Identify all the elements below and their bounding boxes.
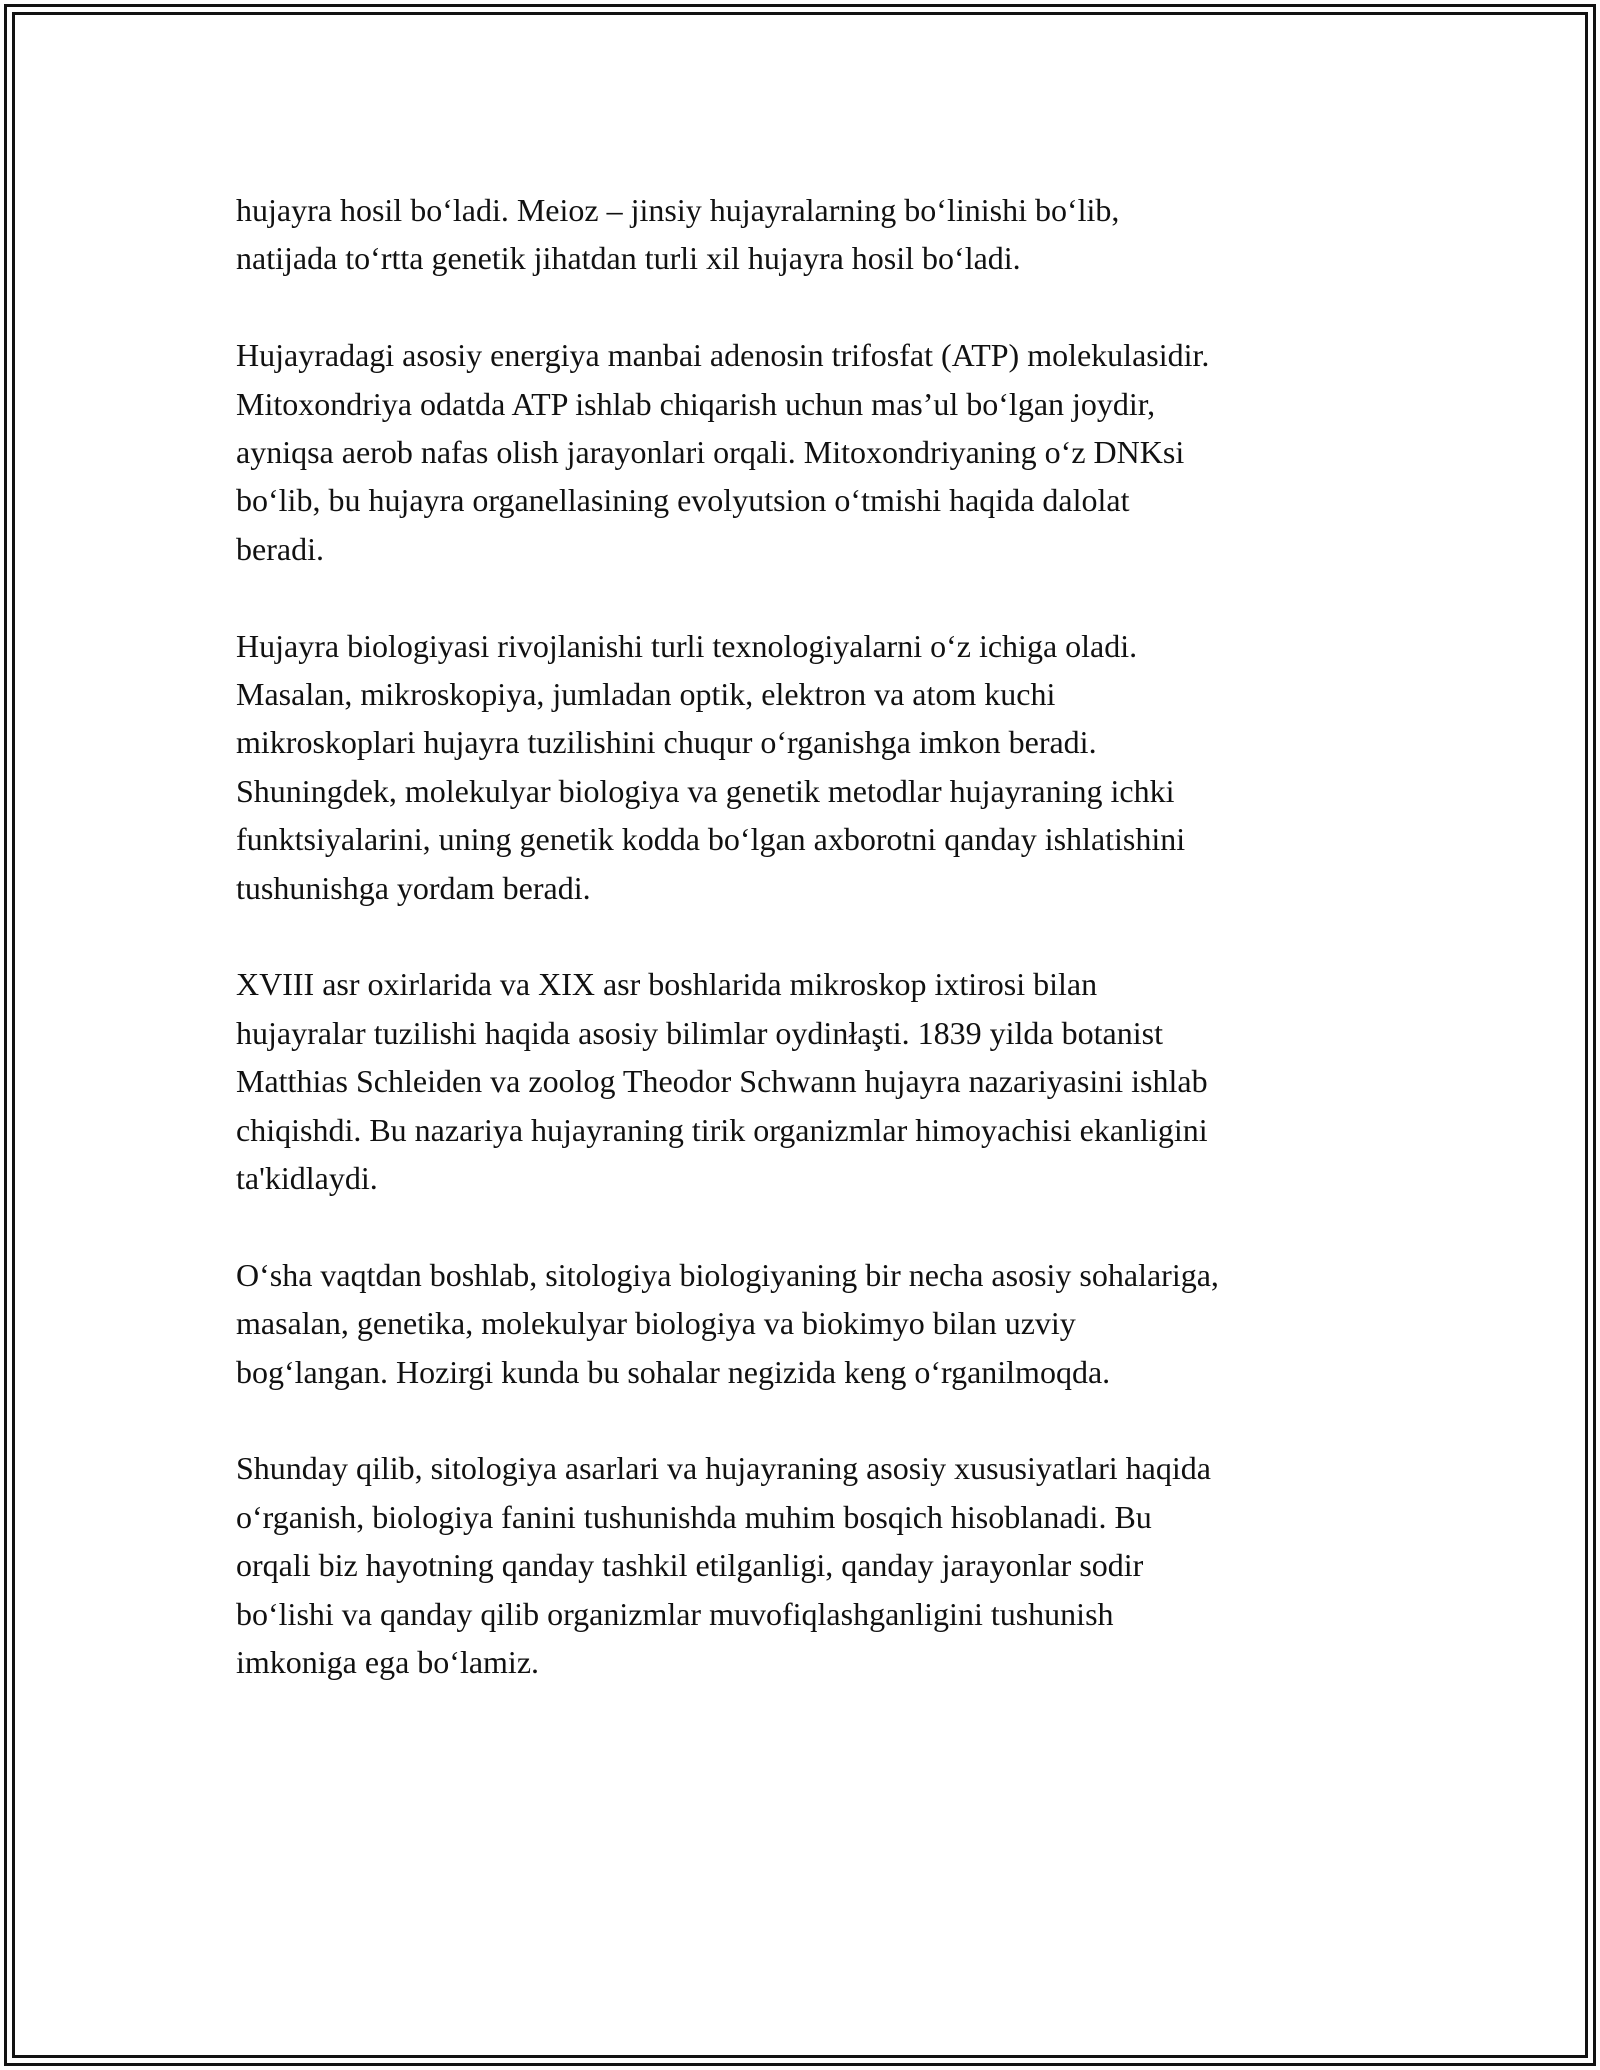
paragraph-meiosis (236, 186, 1386, 283)
paragraph-history (236, 960, 1386, 1202)
document-body (236, 186, 1386, 1735)
text-line: Matthias Schleiden va zoolog Theodor Schwann hujayra nazariyasini ishlab (236, 1063, 1208, 1100)
paragraph-technologies (236, 622, 1386, 912)
text-line: orqali biz hayotning qanday tashkil etilganligi, qanday jarayonlar sodir (236, 1547, 1144, 1584)
text-line: Shuningdek, molekulyar biologiya va genetik metodlar hujayraning ichki (236, 772, 1175, 809)
text-line: XVIII asr oxirlarida va XIX asr boshlarida mikroskop ixtirosi bilan (236, 966, 1098, 1003)
text-line: bo‘lib, bu hujayra organellasining evolyutsion o‘tmishi haqida dalolat (236, 482, 1130, 519)
text-line: funktsiyalarini, uning genetik kodda bo‘lgan axborotni qanday ishlatishini (236, 821, 1186, 858)
paragraph-conclusion (236, 1444, 1386, 1686)
text-line: bo‘lishi va qanday qilib organizmlar muvofiqlashganligini tushunish (236, 1595, 1114, 1632)
text-line: Hujayradagi asosiy energiya manbai adenosin trifosfat (ATP) molekulasidir. (236, 337, 1210, 374)
text-line: hujayra hosil bo‘ladi. Meioz – jinsiy hujayralarning bo‘linishi bo‘lib, (236, 192, 1120, 228)
text-line: Shunday qilib, sitologiya asarlari va hujayraning asosiy xususiyatlari haqida (236, 1450, 1211, 1487)
text-line: natijada to‘rtta genetik jihatdan turli xil hujayra hosil bo‘ladi. (236, 240, 1021, 277)
text-line: tushunishga yordam beradi. (236, 869, 591, 906)
text-line: hujayralar tuzilishi haqida asosiy bilimlar oydinłaşti. 1839 yilda botanist (236, 1014, 1163, 1051)
text-line: masalan, genetika, molekulyar biologiya va biokimyo bilan uzviy (236, 1305, 1076, 1342)
text-line: mikroskoplari hujayra tuzilishini chuqur o‘rganishga imkon beradi. (236, 724, 1097, 761)
paragraph-cytology-fields (236, 1251, 1386, 1396)
paragraph-atp (236, 331, 1386, 573)
text-line: chiqishdi. Bu nazariya hujayraning tirik organizmlar himoyachisi ekanligini (236, 1111, 1208, 1148)
text-line: beradi. (236, 530, 324, 567)
text-line: Masalan, mikroskopiya, jumladan optik, elektron va atom kuchi (236, 676, 1056, 713)
text-line: imkoniga ega bo‘lamiz. (236, 1644, 540, 1681)
text-line: O‘sha vaqtdan boshlab, sitologiya biologiyaning bir necha asosiy sohalariga, (236, 1256, 1219, 1293)
text-line: Hujayra biologiyasi rivojlanishi turli texnologiyalarni o‘z ichiga oladi. (236, 627, 1138, 664)
text-line: bog‘langan. Hozirgi kunda bu sohalar negizida keng o‘rganilmoqda. (236, 1353, 1111, 1390)
text-line: o‘rganish, biologiya fanini tushunishda muhim bosqich hisoblanadi. Bu (236, 1498, 1152, 1535)
text-line: ayniqsa aerob nafas olish jarayonlari orqali. Mitoxondriyaning o‘z DNKsi (236, 434, 1185, 471)
text-line: Mitoxondriya odatda ATP ishlab chiqarish uchun mas’ul bo‘lgan joydir, (236, 385, 1156, 422)
text-line: ta'kidlaydi. (236, 1160, 378, 1197)
